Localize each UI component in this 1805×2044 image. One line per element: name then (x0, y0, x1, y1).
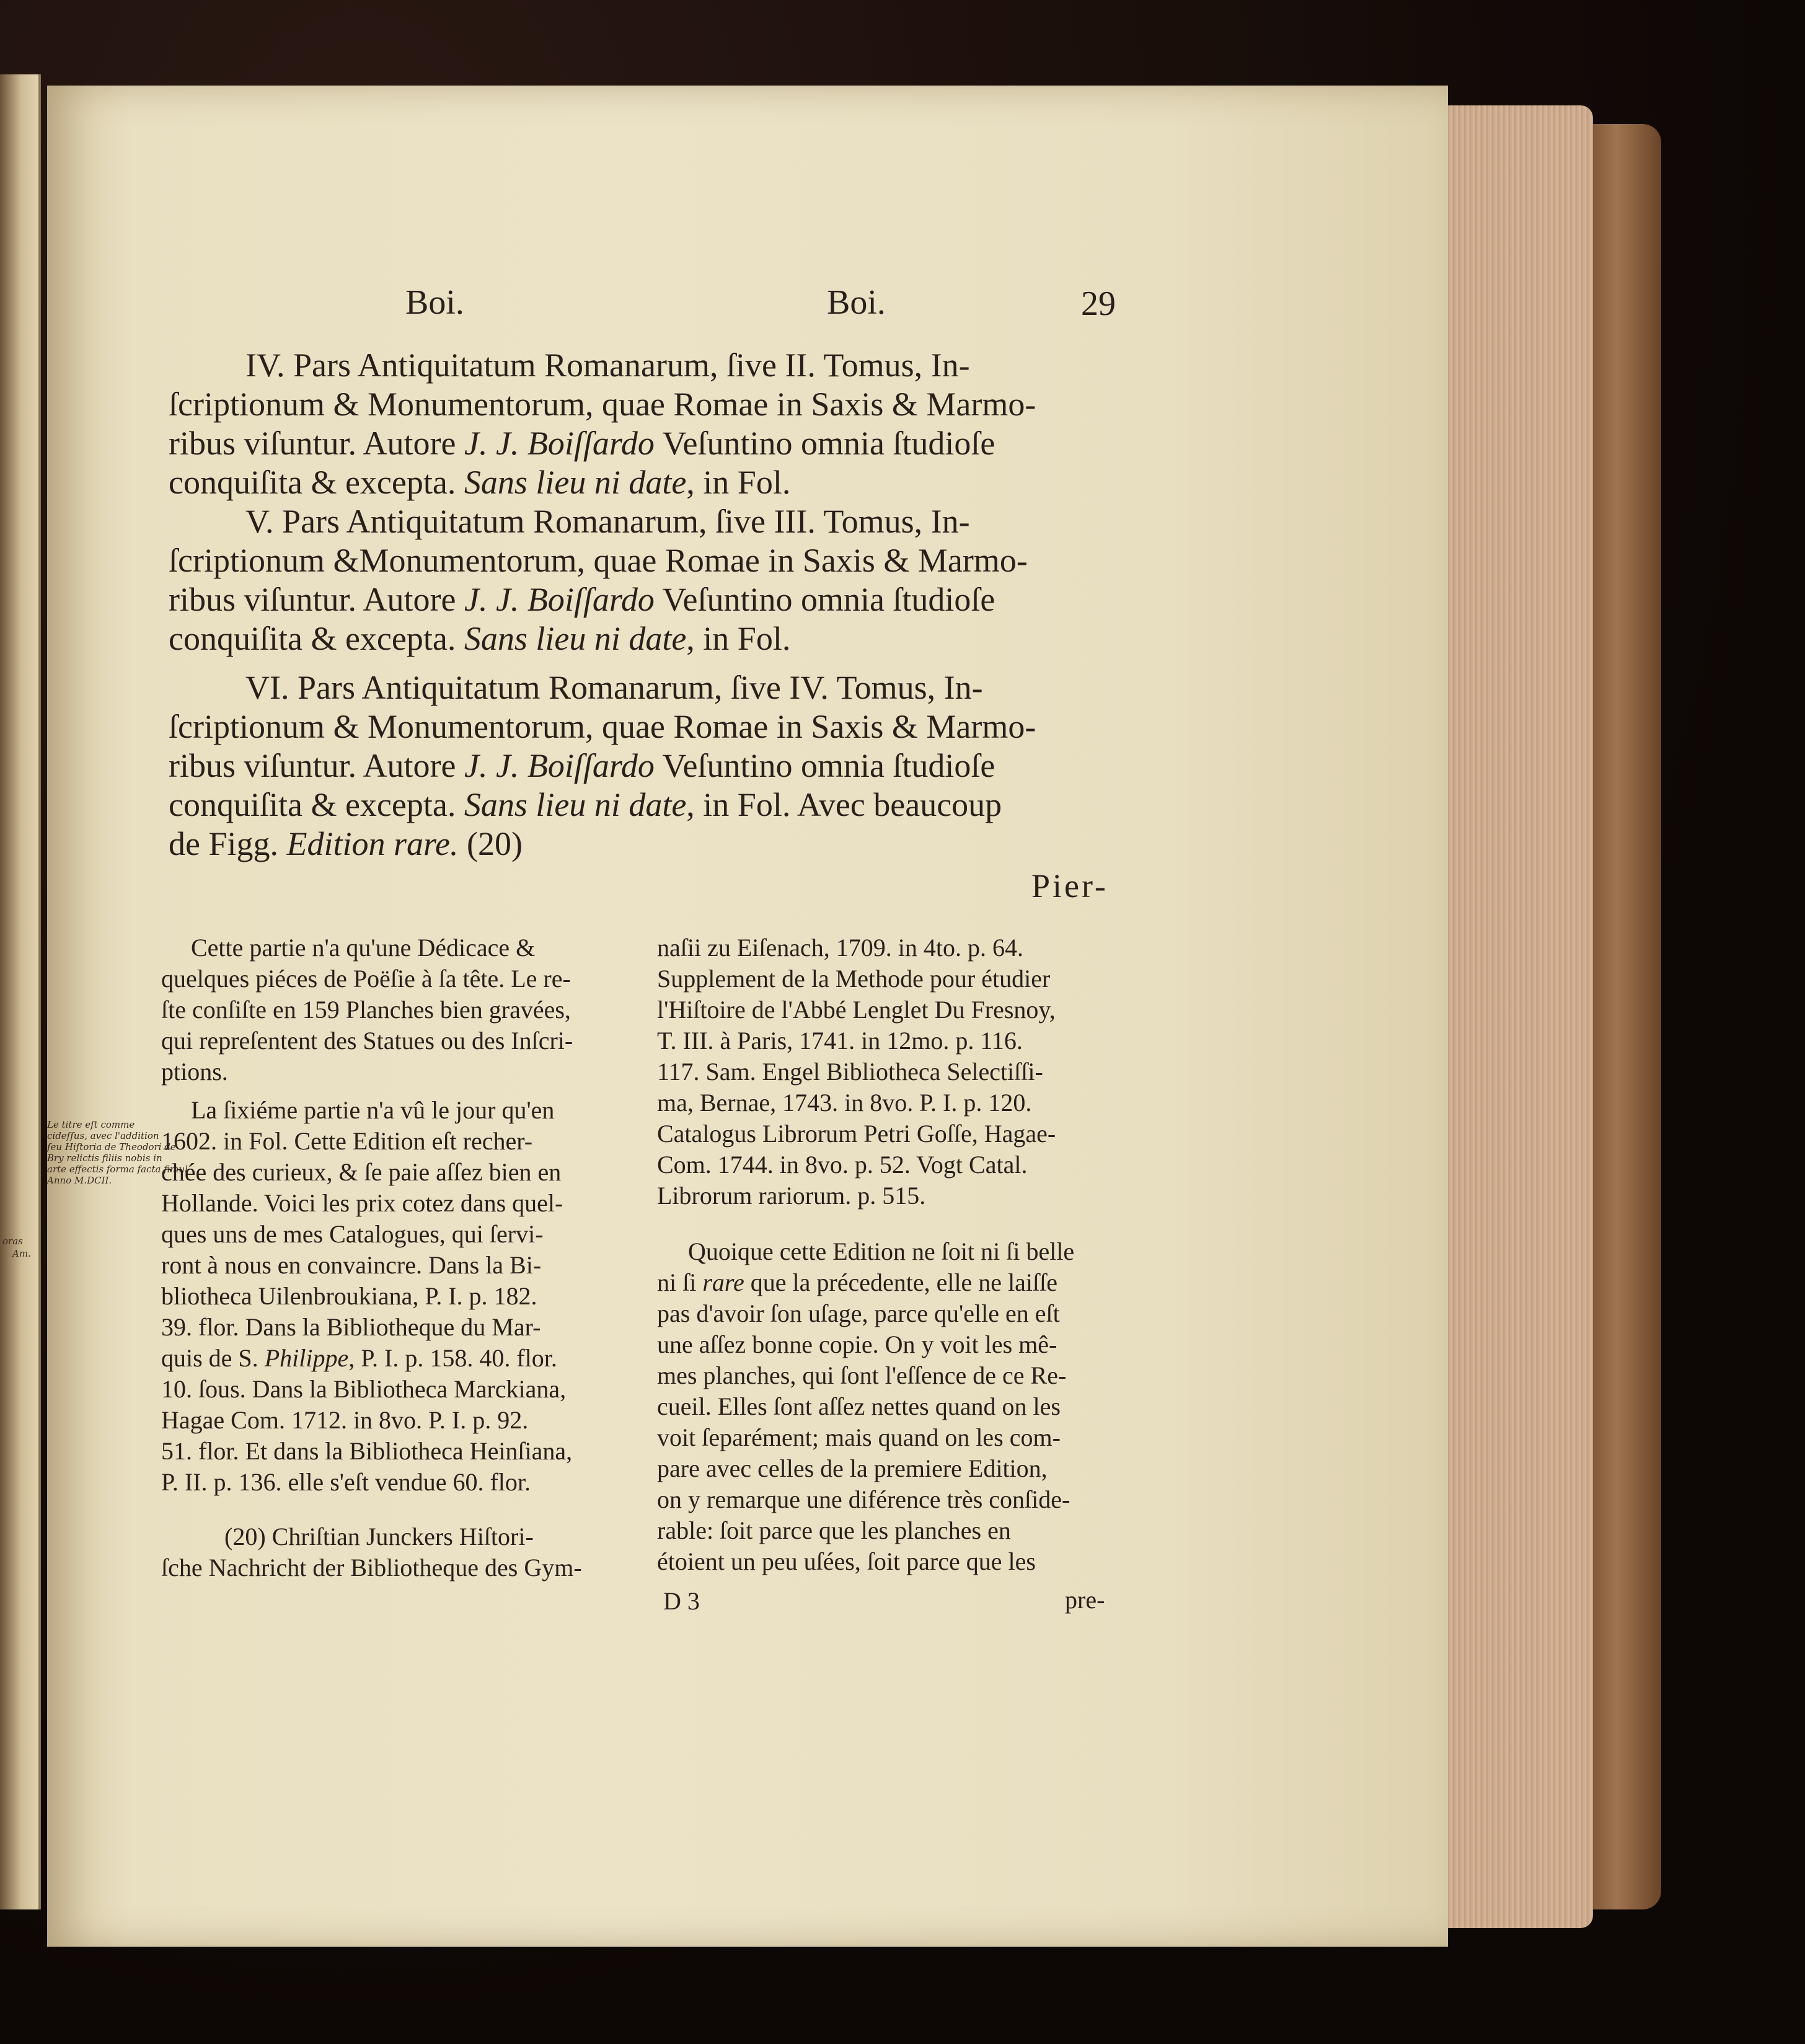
left-para2-line-11: Hagae Com. 1712. in 8vo. P. I. p. 92. (161, 1406, 529, 1434)
marginalia-line-3: ſeu Hiſtoria de Theodori de (47, 1141, 176, 1153)
right-line-6: ma, Bernae, 1743. in 8vo. P. I. p. 120. (657, 1089, 1032, 1117)
left-para2-line-10: 10. ſous. Dans la Bibliotheca Marckiana, (161, 1375, 567, 1403)
entry-vi-line-2: ſcriptionum & Monumentorum, quae Romae in Saxis & Marmo- (169, 708, 1036, 745)
left-para2-line-7: bliotheca Uilenbroukiana, P. I. p. 182. (161, 1282, 537, 1310)
entry-iv-line-1: IV. Pars Antiquitatum Romanarum, ſive II. Tomus, In- (245, 347, 970, 384)
quoique-line-10: rable: ſoit parce que les planches en (657, 1516, 1011, 1544)
left-para2-line-3: chée des curieux, & ſe paie aſſez bien en (161, 1158, 562, 1186)
entry-v-line-4-post: , in Fol. (686, 620, 791, 657)
left-para2-line-13: P. II. p. 136. elle s'eſt vendue 60. flor. (161, 1468, 531, 1496)
left-page-fragment-1: oras (2, 1236, 23, 1247)
marginalia-line-4: Bry relictis filiis nobis in (47, 1153, 162, 1164)
entry-vi-line-3-post: Veſuntino omnia ſtudioſe (654, 747, 995, 784)
entry-v-line-2: ſcriptionum &Monumentorum, quae Romae in Saxis & Marmo- (169, 542, 1028, 579)
entry-iv-line-3-pre: ribus viſuntur. Autore (169, 425, 464, 462)
left-para2-line-1: La ſixiéme partie n'a vû le jour qu'en (191, 1096, 555, 1124)
quoique-line-2-post: que la précedente, elle ne laiſſe (744, 1268, 1058, 1296)
left-page-edge (0, 74, 41, 1909)
left-para1-line-2: quelques piéces de Poëſie à ſa tête. Le re- (161, 965, 571, 993)
right-line-1: naſii zu Eiſenach, 1709. in 4to. p. 64. (657, 934, 1023, 962)
catchword-right: pre- (1065, 1586, 1105, 1614)
right-line-9: Librorum rariorum. p. 515. (657, 1182, 926, 1210)
book-page (47, 86, 1448, 1947)
entry-iv-line-3 (169, 424, 995, 463)
entry-iv-line-4-pre: conquiſita & excepta. (169, 464, 464, 501)
left-para2-line-9-post: , P. I. p. 158. 40. flor. (348, 1344, 557, 1372)
left-para2-line-9-pre: quis de S. (161, 1344, 265, 1372)
right-line-8: Com. 1744. in 8vo. p. 52. Vogt Catal. (657, 1151, 1028, 1179)
entry-vi-sans-lieu: Sans lieu ni date (464, 786, 687, 823)
marginalia-line-2: cideſſus, avec l'addition (47, 1130, 159, 1141)
quoique-line-2 (657, 1267, 1057, 1298)
entry-iv-author: J. J. Boiſſardo (464, 425, 655, 462)
footnote-20-line-2: ſche Nachricht der Bibliotheque des Gym- (161, 1554, 582, 1582)
entry-vi-line-3 (169, 746, 995, 785)
entry-iv-line-4-post: , in Fol. (686, 464, 791, 501)
left-para2-line-2: 1602. in Fol. Cette Edition eſt recher- (161, 1127, 533, 1155)
running-head-left: Boi. (405, 283, 464, 322)
entry-vi-edition-rare: Edition rare. (286, 825, 459, 862)
signature-mark: D 3 (663, 1587, 700, 1615)
quoique-line-5: mes planches, qui ſont l'eſſence de ce Re- (657, 1361, 1067, 1389)
left-para1-line-1: Cette partie n'a qu'une Dédicace & (191, 934, 536, 962)
entry-iv-line-2: ſcriptionum & Monumentorum, quae Romae in Saxis & Marmo- (169, 386, 1036, 423)
running-head-center: Boi. (827, 283, 886, 322)
right-line-2: Supplement de la Methode pour étudier (657, 965, 1051, 993)
entry-v-line-3 (169, 580, 995, 619)
marginalia-line-1: Le titre eſt comme (47, 1119, 135, 1130)
quoique-line-2-pre: ni ſi (657, 1268, 703, 1296)
entry-v-line-3-post: Veſuntino omnia ſtudioſe (654, 581, 995, 618)
entry-vi-line-4 (169, 785, 1002, 825)
entry-vi-line-4-post: , in Fol. Avec beaucoup (686, 786, 1002, 823)
entry-v-line-4 (169, 619, 790, 658)
right-line-4: T. III. à Paris, 1741. in 12mo. p. 116. (657, 1027, 1023, 1055)
entry-vi-line-4-pre: conquiſita & excepta. (169, 786, 464, 823)
left-para1-line-5: ptions. (161, 1058, 228, 1086)
quoique-line-6: cueil. Elles ſont aſſez nettes quand on les (657, 1392, 1061, 1420)
left-para1-line-4: qui repreſentent des Statues ou des Inſcri- (161, 1027, 573, 1055)
quoique-line-11: étoient un peu uſées, ſoit parce que les (657, 1547, 1036, 1575)
page-fore-edge (1444, 105, 1593, 1928)
left-para2-line-5: ques uns de mes Catalogues, qui ſervi- (161, 1220, 544, 1248)
catchword-main: Pier- (1031, 867, 1108, 905)
quoique-line-7: voit ſeparément; mais quand on les com- (657, 1423, 1061, 1451)
quoique-line-9: on y remarque une diférence très conſide- (657, 1485, 1070, 1513)
entry-iv-sans-lieu: Sans lieu ni date (464, 464, 687, 501)
quoique-line-1: Quoique cette Edition ne ſoit ni ſi belle (688, 1237, 1075, 1265)
entry-vi-line-3-pre: ribus viſuntur. Autore (169, 747, 464, 784)
marginalia-line-5: arte effectis forma facta fimul (47, 1164, 188, 1175)
entry-v-line-1: V. Pars Antiquitatum Romanarum, ſive III. Tomus, In- (245, 503, 970, 540)
entry-vi-line-5-pre: de Figg. (169, 825, 287, 862)
left-para2-line-4: Hollande. Voici les prix cotez dans quel- (161, 1189, 563, 1217)
book-binding (1587, 124, 1661, 1909)
left-para2-line-12: 51. flor. Et dans la Bibliotheca Heinſiana, (161, 1437, 573, 1465)
quoique-line-8: pare avec celles de la premiere Edition, (657, 1454, 1048, 1482)
entry-vi-footnote-ref: (20) (458, 825, 523, 862)
left-para2-line-6: ront à nous en convaincre. Dans la Bi- (161, 1251, 542, 1279)
right-line-5: 117. Sam. Engel Bibliotheca Selectiſſi- (657, 1058, 1043, 1086)
right-line-7: Catalogus Librorum Petri Goſſe, Hagae- (657, 1120, 1056, 1148)
entry-v-line-3-pre: ribus viſuntur. Autore (169, 581, 464, 618)
entry-v-author: J. J. Boiſſardo (464, 581, 655, 618)
quoique-line-4: une aſſez bonne copie. On y voit les mê- (657, 1330, 1057, 1358)
marginalia-line-6: Anno M.DCII. (47, 1175, 112, 1186)
left-page-fragment-2: Am. (12, 1248, 31, 1259)
quoique-line-3: pas d'avoir ſon uſage, parce qu'elle en eſt (657, 1299, 1060, 1327)
left-para1-line-3: ſte conſiſte en 159 Planches bien gravées, (161, 996, 571, 1024)
entry-vi-line-5 (169, 825, 523, 864)
entry-v-sans-lieu: Sans lieu ni date (464, 620, 687, 657)
entry-vi-line-1: VI. Pars Antiquitatum Romanarum, ſive IV. Tomus, In- (245, 669, 983, 706)
footnote-20-line-1: (20) Chriſtian Junckers Hiſtori- (224, 1523, 534, 1551)
entry-iv-line-3-post: Veſuntino omnia ſtudioſe (654, 425, 995, 462)
rare-word: rare (702, 1268, 744, 1296)
page-number: 29 (1081, 285, 1116, 323)
entry-v-line-4-pre: conquiſita & excepta. (169, 620, 464, 657)
entry-vi-author: J. J. Boiſſardo (464, 747, 655, 784)
right-line-3: l'Hiſtoire de l'Abbé Lenglet Du Fresnoy, (657, 996, 1056, 1024)
entry-iv-line-4 (169, 463, 790, 502)
philippe-name: Philippe (264, 1344, 349, 1372)
left-para2-line-9 (161, 1343, 557, 1374)
left-para2-line-8: 39. flor. Dans la Bibliotheque du Mar- (161, 1313, 541, 1341)
